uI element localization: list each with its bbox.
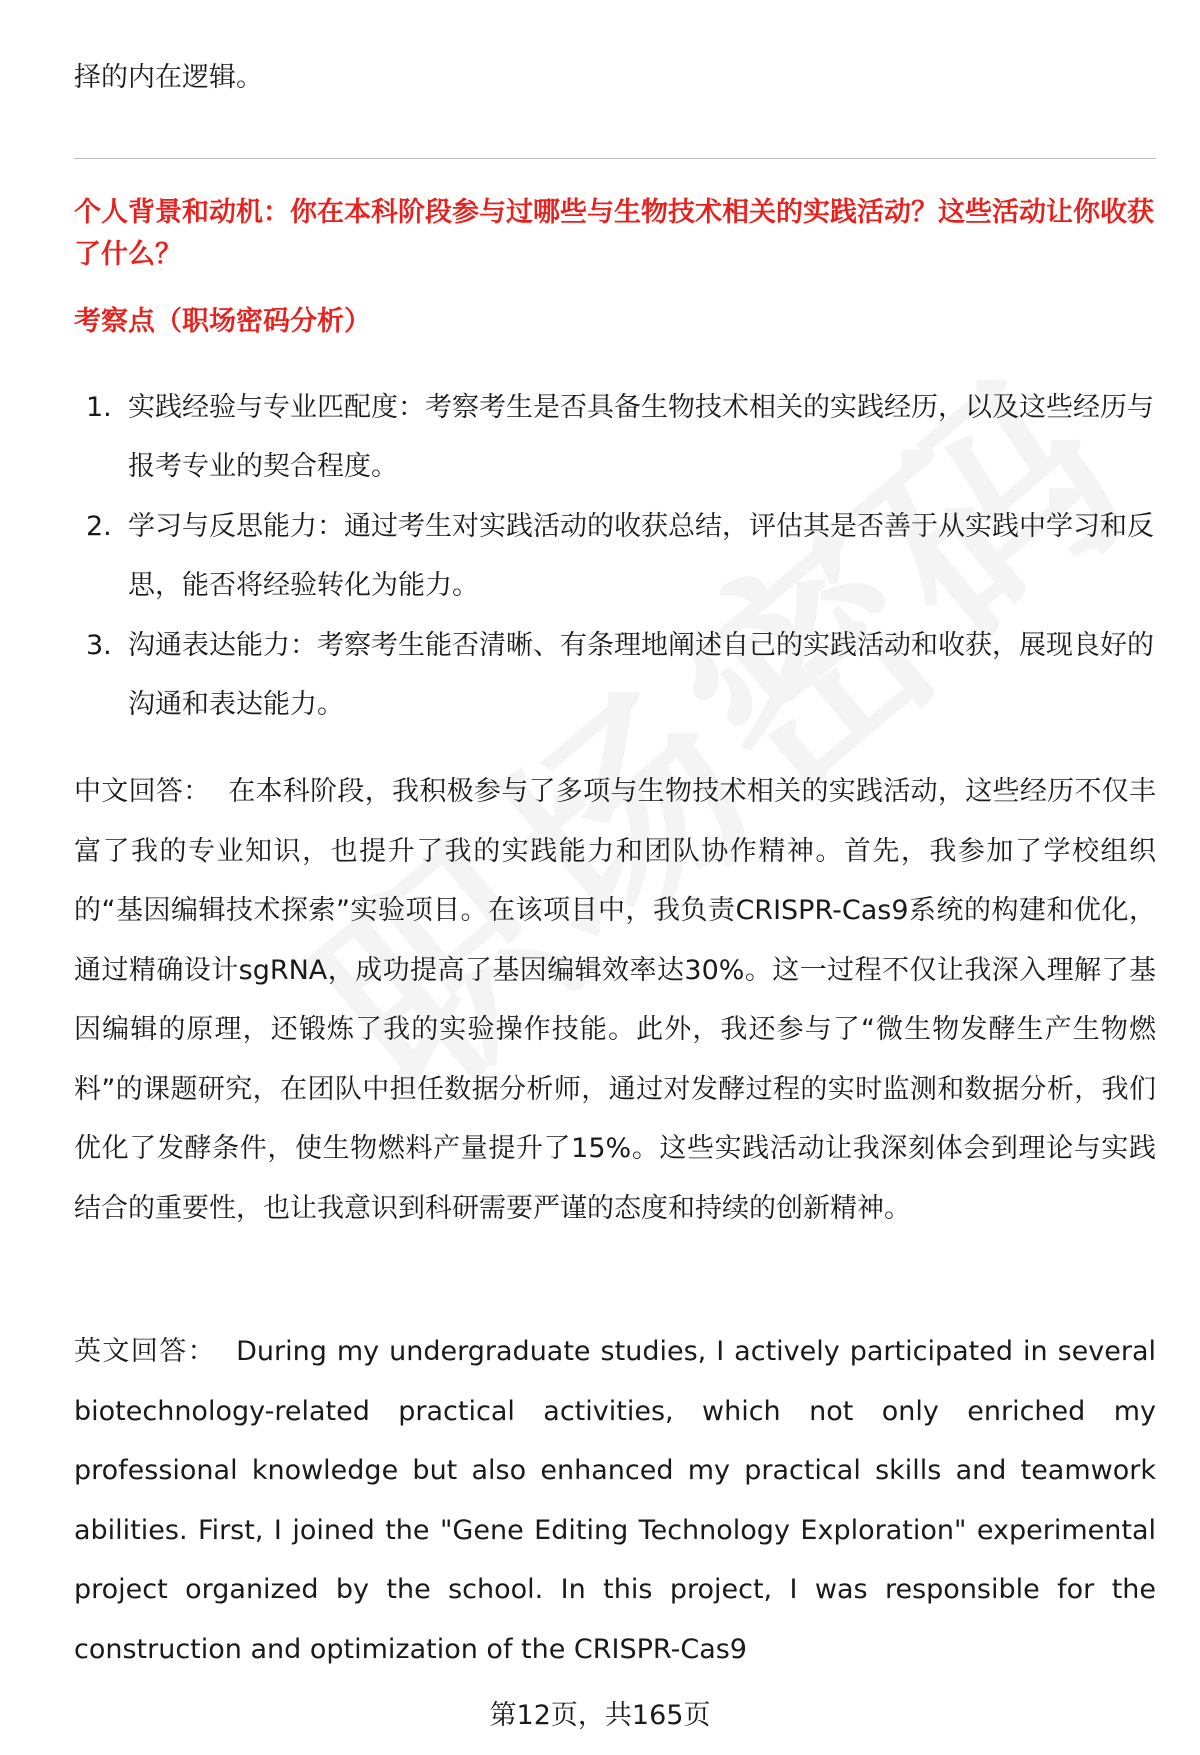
chinese-answer-paragraph xyxy=(74,762,1156,1238)
chinese-answer-text: 在本科阶段，我积极参与了多项与生物技术相关的实践活动，这些经历不仅丰富了我的专业知识，也提升了我的实践能力和团队协作精神。首先，我参加了学校组织的“基因编辑技术探索”实验项目。在该项目中，我负责CRISPR-Cas9系统的构建和优化，通过精确设计sgRNA，成功提高了基因编辑效率达30%。这一过程不仅让我深入理解了基因编辑的原理，还锻炼了我的实验操作技能。此外，我还参与了“微生物发酵生产生物燃料”的课题研究，在团队中担任数据分析师，通过对发酵过程的实时监测和数据分析，我们优化了发酵条件，使生物燃料产量提升了15%。这些实践活动让我深刻体会到理论与实践结合的重要性，也让我意识到科研需要严谨的态度和持续的创新精神。 xyxy=(74,776,1157,1224)
divider xyxy=(74,158,1156,159)
list-item-text: 沟通表达能力：考察考生能否清晰、有条理地阐述自己的实践活动和收获，展现良好的沟通和表达能力。 xyxy=(128,630,1154,720)
assessment-points-list xyxy=(74,378,1156,735)
list-item-text: 实践经验与专业匹配度：考察考生是否具备生物技术相关的实践经历，以及这些经历与报考专业的契合程度。 xyxy=(128,392,1154,482)
english-answer-paragraph xyxy=(74,1322,1156,1679)
page-number-footer: 第12页，共165页 xyxy=(489,1700,711,1731)
question-heading: 个人背景和动机：你在本科阶段参与过哪些与生物技术相关的实践活动？这些活动让你收获了什么？ xyxy=(74,197,1154,270)
list-number: 2. xyxy=(86,511,112,542)
continued-text: 择的内在逻辑。 xyxy=(74,62,263,93)
english-answer-label: 英文回答： xyxy=(74,1336,217,1367)
list-item xyxy=(74,497,1156,615)
list-item xyxy=(74,616,1156,734)
list-item-text: 学习与反思能力：通过考生对实践活动的收获总结，评估其是否善于从实践中学习和反思，能否将经验转化为能力。 xyxy=(128,511,1154,601)
list-item xyxy=(74,378,1156,496)
list-number: 1. xyxy=(86,392,112,423)
section-label: 考察点（职场密码分析） xyxy=(74,306,371,337)
chinese-answer-label: 中文回答： xyxy=(74,776,211,807)
list-number: 3. xyxy=(86,630,112,661)
english-answer-text: During my undergraduate studies, I actively participated in several biotechnology-related practical activities, which not only enriched my professional knowledge but also enhanced my practical skills and teamwork abilities. First, I joined the "Gene Editing Technology Exploration" experimental project organized by the school. In this project, I was responsible for the construction and optimization of the CRISPR-Cas9 xyxy=(74,1336,1157,1665)
